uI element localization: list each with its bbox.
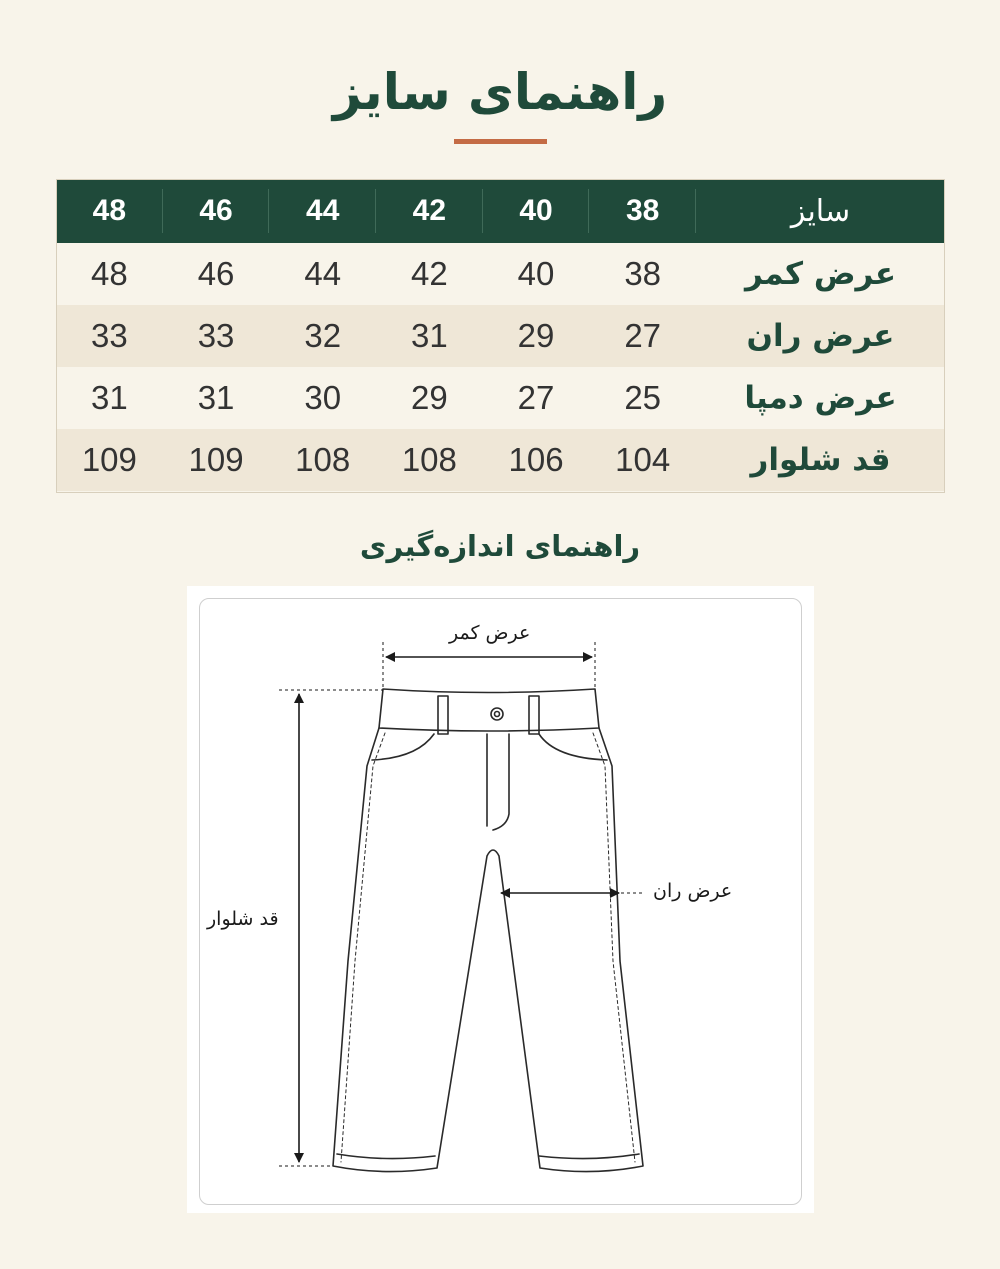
row-label: عرض ران <box>696 305 945 367</box>
table-cell: 104 <box>589 429 696 491</box>
table-cell: 106 <box>483 429 590 491</box>
table-cell: 46 <box>163 243 270 305</box>
page-title: راهنمای سایز <box>332 63 668 121</box>
table-cell: 108 <box>269 429 376 491</box>
table-cell: 33 <box>163 305 270 367</box>
header-size: 44 <box>269 179 376 243</box>
header-size: 46 <box>163 179 270 243</box>
table-cell: 31 <box>376 305 483 367</box>
table-cell: 25 <box>589 367 696 429</box>
table-cell: 40 <box>483 243 590 305</box>
table-cell: 109 <box>163 429 270 491</box>
header-size: 42 <box>376 179 483 243</box>
measurement-diagram <box>187 586 814 1213</box>
waist-measure-arrow <box>383 642 595 689</box>
header-size: 48 <box>56 179 163 243</box>
table-header-row <box>56 179 945 243</box>
table-cell: 44 <box>269 243 376 305</box>
pants-icon <box>333 689 643 1172</box>
table-cell: 27 <box>589 305 696 367</box>
table-cell: 33 <box>56 305 163 367</box>
header-size: 38 <box>589 179 696 243</box>
table-row-waist <box>56 243 945 305</box>
table-cell: 42 <box>376 243 483 305</box>
table-cell: 30 <box>269 367 376 429</box>
table-cell: 31 <box>56 367 163 429</box>
table-cell: 108 <box>376 429 483 491</box>
table-cell: 31 <box>163 367 270 429</box>
row-label: قد شلوار <box>696 429 945 491</box>
row-label: عرض کمر <box>696 243 945 305</box>
row-label: عرض دمپا <box>696 367 945 429</box>
header-size: 40 <box>483 179 590 243</box>
table-cell: 48 <box>56 243 163 305</box>
table-cell: 38 <box>589 243 696 305</box>
table-row-length <box>56 429 945 491</box>
table-cell: 29 <box>483 305 590 367</box>
size-table <box>56 179 945 491</box>
header-size-label: سایز <box>696 179 945 243</box>
table-row-thigh <box>56 305 945 367</box>
table-row-hem <box>56 367 945 429</box>
table-cell: 29 <box>376 367 483 429</box>
title-underline <box>454 139 547 144</box>
measure-guide-title: راهنمای اندازه‌گیری <box>359 529 641 563</box>
table-cell: 32 <box>269 305 376 367</box>
table-cell: 27 <box>483 367 590 429</box>
waist-label: عرض کمر <box>449 622 531 644</box>
table-cell: 109 <box>56 429 163 491</box>
length-measure-arrow <box>279 690 383 1166</box>
length-label: قد شلوار <box>207 908 279 930</box>
thigh-label: عرض ران <box>653 880 733 902</box>
